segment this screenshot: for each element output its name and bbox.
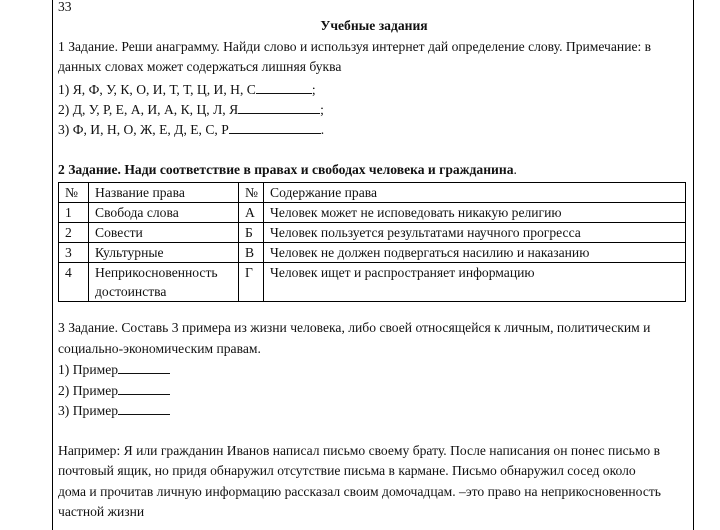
- table-cell: Совести: [89, 223, 239, 243]
- answer-blank[interactable]: [238, 99, 320, 114]
- example-item-2: [58, 380, 170, 401]
- table-row: [59, 223, 686, 243]
- table-cell: 3: [59, 243, 89, 263]
- anagram-item-1: [58, 79, 316, 100]
- example-label: 1) Пример: [58, 362, 119, 377]
- page-title: Учебные задания: [320, 18, 428, 33]
- example-label: 3) Пример: [58, 403, 119, 418]
- anagram-letters: 2) Д, У, Р, Е, А, И, А, К, Ц, Л, Я: [58, 102, 239, 117]
- task2-title-end: .: [513, 162, 517, 177]
- example-item-3: [58, 400, 170, 421]
- answer-blank[interactable]: [118, 359, 170, 374]
- rights-table: [58, 182, 686, 302]
- answer-blank[interactable]: [118, 380, 170, 395]
- table-row: [59, 203, 686, 223]
- table-cell: 2: [59, 223, 89, 243]
- table-row: [59, 243, 686, 263]
- header-cell: Содержание права: [264, 183, 686, 203]
- anagram-item-2: [58, 99, 324, 120]
- page-left-border: [52, 0, 53, 530]
- example-label: 2) Пример: [58, 383, 119, 398]
- anagram-item-3: [58, 119, 324, 140]
- table-cell: Свобода слова: [89, 203, 239, 223]
- example-item-1: [58, 359, 170, 380]
- anagram-end: .: [320, 122, 325, 137]
- table-cell: Неприкосновенность достоинства: [89, 263, 239, 302]
- table-cell: Б: [239, 223, 264, 243]
- example-paragraph-line1: Например: Я или гражданин Иванов написал письмо своему брату. После написания он понес письмо в: [58, 443, 661, 458]
- page-right-border: [693, 0, 694, 530]
- answer-blank[interactable]: [118, 400, 170, 415]
- table-cell: Человек может не исповедовать никакую религию: [264, 203, 686, 223]
- header-cell: №: [239, 183, 264, 203]
- table-header-row: [59, 183, 686, 203]
- task2-title: [58, 160, 517, 180]
- page-number: 33: [58, 0, 72, 14]
- table-cell: В: [239, 243, 264, 263]
- task1-text-line2: данных словах может содержаться лишняя буква: [58, 59, 342, 74]
- table-cell: Человек ищет и распространяет информацию: [264, 263, 686, 302]
- task1-text-line1: 1 Задание. Реши анаграмму. Найди слово и используя интернет дай определение слову. Примечание: в: [58, 39, 652, 54]
- table-cell: А: [239, 203, 264, 223]
- table-cell: Г: [239, 263, 264, 302]
- example-paragraph-line4: частной жизни: [58, 504, 145, 519]
- header-cell: Название права: [89, 183, 239, 203]
- example-paragraph-line3: дома и прочитав личную информацию рассказал своим домочадцам. –это право на неприкосновенность: [58, 484, 661, 499]
- table-cell: Культурные: [89, 243, 239, 263]
- task2-title-text: 2 Задание. Нади соответствие в правах и свободах человека и гражданина: [58, 162, 514, 177]
- anagram-letters: 1) Я, Ф, У, К, О, И, Т, Т, Ц, И, Н, С: [58, 82, 256, 97]
- example-paragraph-line2: почтовый ящик, но придя обнаружил отсутствие письма в кармане. Письмо обнаружил сосед около: [58, 463, 636, 478]
- table-cell: 4: [59, 263, 89, 302]
- table-row: [59, 263, 686, 302]
- table-cell: Человек не должен подвергаться насилию и наказанию: [264, 243, 686, 263]
- task3-text-line1: 3 Задание. Составь 3 примера из жизни человека, либо своей относящейся к личным, политическим и: [58, 320, 651, 335]
- anagram-end: ;: [311, 82, 316, 97]
- task3-text-line2: социально-экономическим правам.: [58, 341, 261, 356]
- header-cell: №: [59, 183, 89, 203]
- anagram-letters: 3) Ф, И, Н, О, Ж, Е, Д, Е, С, Р: [58, 122, 229, 137]
- anagram-end: ;: [320, 102, 324, 117]
- table-cell: Человек пользуется результатами научного прогресса: [264, 223, 686, 243]
- answer-blank[interactable]: [256, 79, 312, 94]
- table-cell: 1: [59, 203, 89, 223]
- answer-blank[interactable]: [229, 119, 321, 134]
